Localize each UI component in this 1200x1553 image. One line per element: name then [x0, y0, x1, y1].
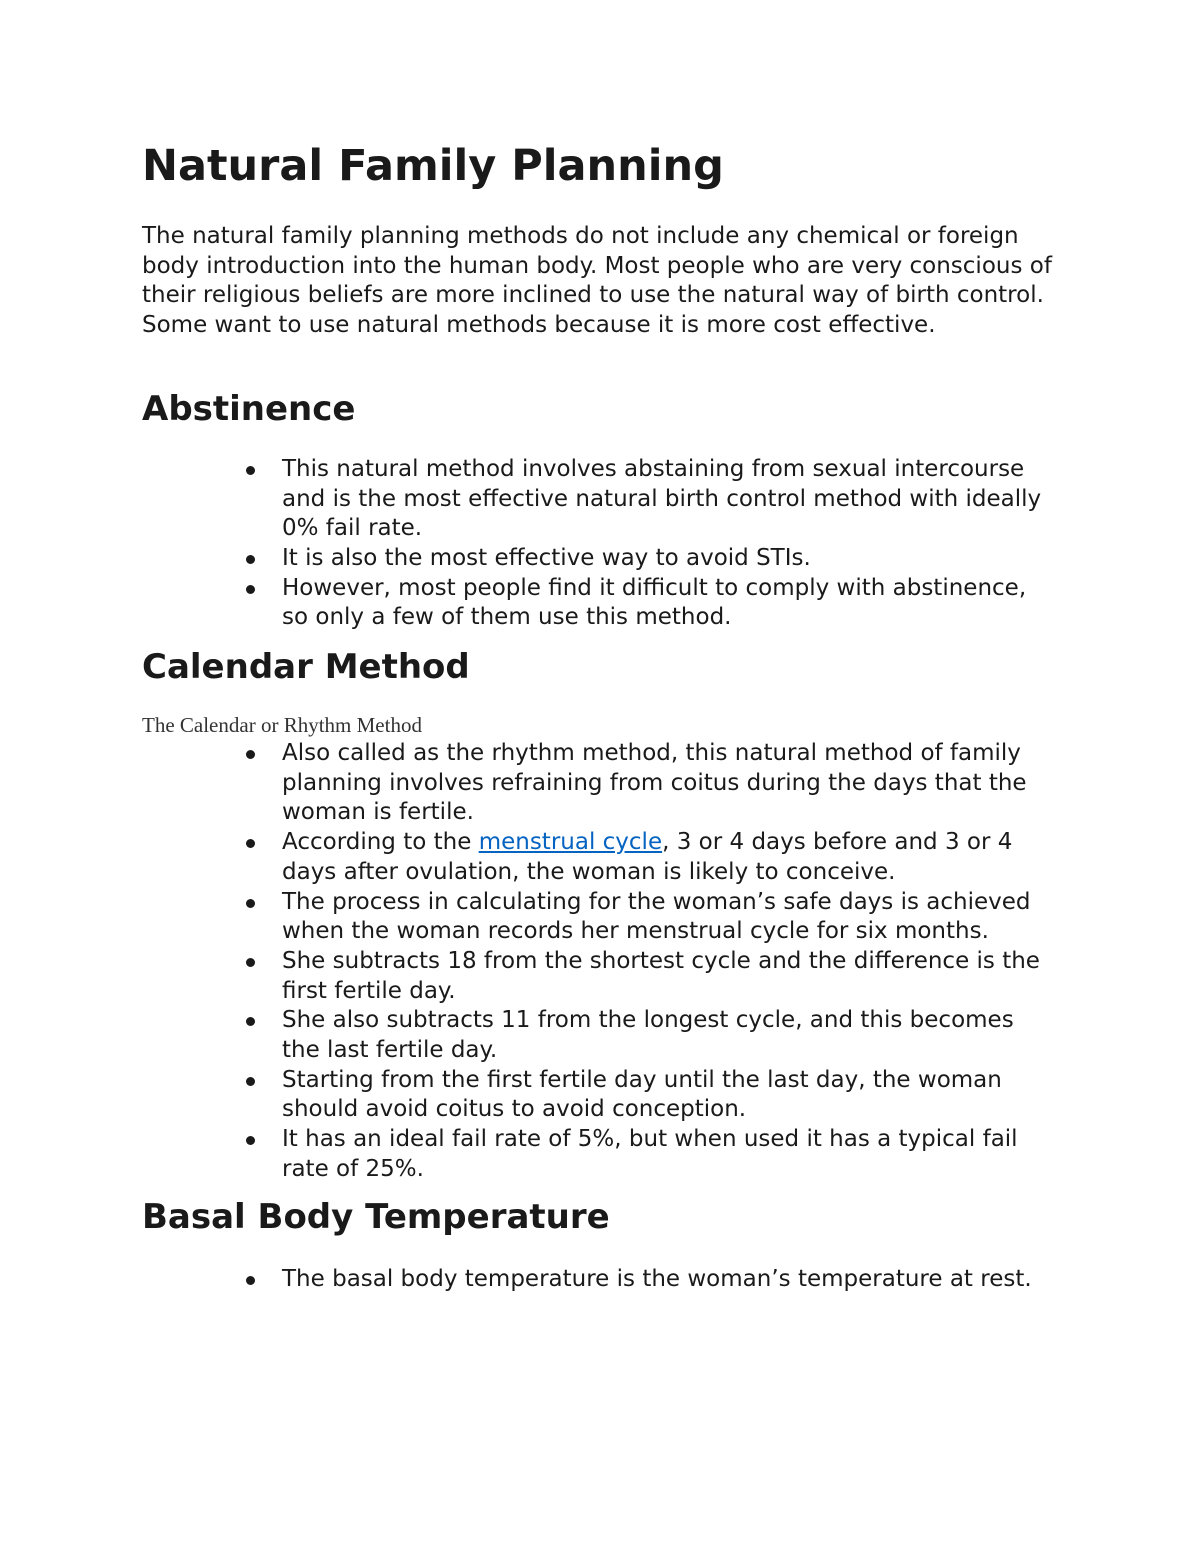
bullet-icon — [246, 555, 255, 564]
list-item — [282, 1265, 1062, 1295]
bullet-icon — [246, 958, 255, 967]
list-item — [282, 455, 1062, 544]
abstinence-list — [142, 455, 1062, 633]
list-item-text: It has an ideal fail rate of 5%, but when used it has a typical fail rate of 25%. — [282, 1126, 1018, 1182]
list-item-text: It is also the most effective way to avoid STIs. — [282, 544, 811, 571]
intro-paragraph: The natural family planning methods do not include any chemical or foreign body introduction into the human body. Most people who are very conscious of their religious beliefs are more inclined to use the natural way of birth control. Some want to use natural methods because it is more cost effective. — [142, 223, 1052, 339]
bullet-icon — [246, 1276, 255, 1285]
document-page — [142, 140, 1062, 1294]
bullet-icon — [246, 585, 255, 594]
bullet-icon — [246, 1017, 255, 1026]
bullet-icon — [246, 1136, 255, 1145]
bullet-icon — [246, 1077, 255, 1086]
bullet-icon — [246, 466, 255, 475]
calendar-subcaption: The Calendar or Rhythm Method — [142, 713, 422, 738]
heading-calendar-method: Calendar Method — [142, 647, 470, 688]
list-item-text: However, most people find it difficult to comply with abstinence, so only a few of them use this method. — [282, 574, 1027, 631]
list-item-text: Starting from the first fertile day until the last day, the woman should avoid coitus to avoid conception. — [282, 1066, 1002, 1123]
heading-basal-body-temperature: Basal Body Temperature — [142, 1196, 610, 1237]
list-item — [282, 888, 1062, 947]
list-item-text: The basal body temperature is the woman’s temperature at rest. — [282, 1265, 1032, 1292]
list-item — [282, 739, 1062, 828]
list-item — [282, 1066, 1062, 1125]
list-item-text: This natural method involves abstaining from sexual intercourse and is the most effective natural birth control method with ideally 0% fail rate. — [282, 455, 1042, 542]
heading-abstinence: Abstinence — [142, 388, 356, 429]
list-item — [282, 947, 1062, 1006]
bullet-icon — [246, 750, 255, 759]
list-item-text: She also subtracts 11 from the longest cycle, and this becomes the last fertile day. — [282, 1007, 1014, 1064]
list-item — [282, 1006, 1062, 1065]
list-item — [282, 828, 1062, 887]
list-item — [282, 574, 1062, 633]
list-item-text: Also called as the rhythm method, this natural method of family planning involves refraining from coitus during the days that the woman is fertile. — [282, 740, 1027, 826]
list-item-text-prefix: According to the — [282, 829, 479, 856]
list-item-text: The process in calculating for the woman’s safe days is achieved when the woman records her menstrual cycle for six months. — [282, 888, 1031, 945]
basal-list — [142, 1265, 1062, 1295]
document-title: Natural Family Planning — [142, 141, 724, 191]
bullet-icon — [246, 899, 255, 908]
list-item — [282, 544, 1062, 574]
list-item — [282, 1125, 1062, 1184]
list-item-text: She subtracts 18 from the shortest cycle and the difference is the first fertile day. — [282, 947, 1040, 1004]
menstrual-cycle-link[interactable]: menstrual cycle — [478, 829, 663, 856]
bullet-icon — [246, 839, 255, 848]
calendar-list — [142, 739, 1062, 1185]
list-item-text-suffix: , 3 or 4 days before and 3 or 4 days after ovulation, the woman is likely to conceive. — [282, 829, 1013, 885]
